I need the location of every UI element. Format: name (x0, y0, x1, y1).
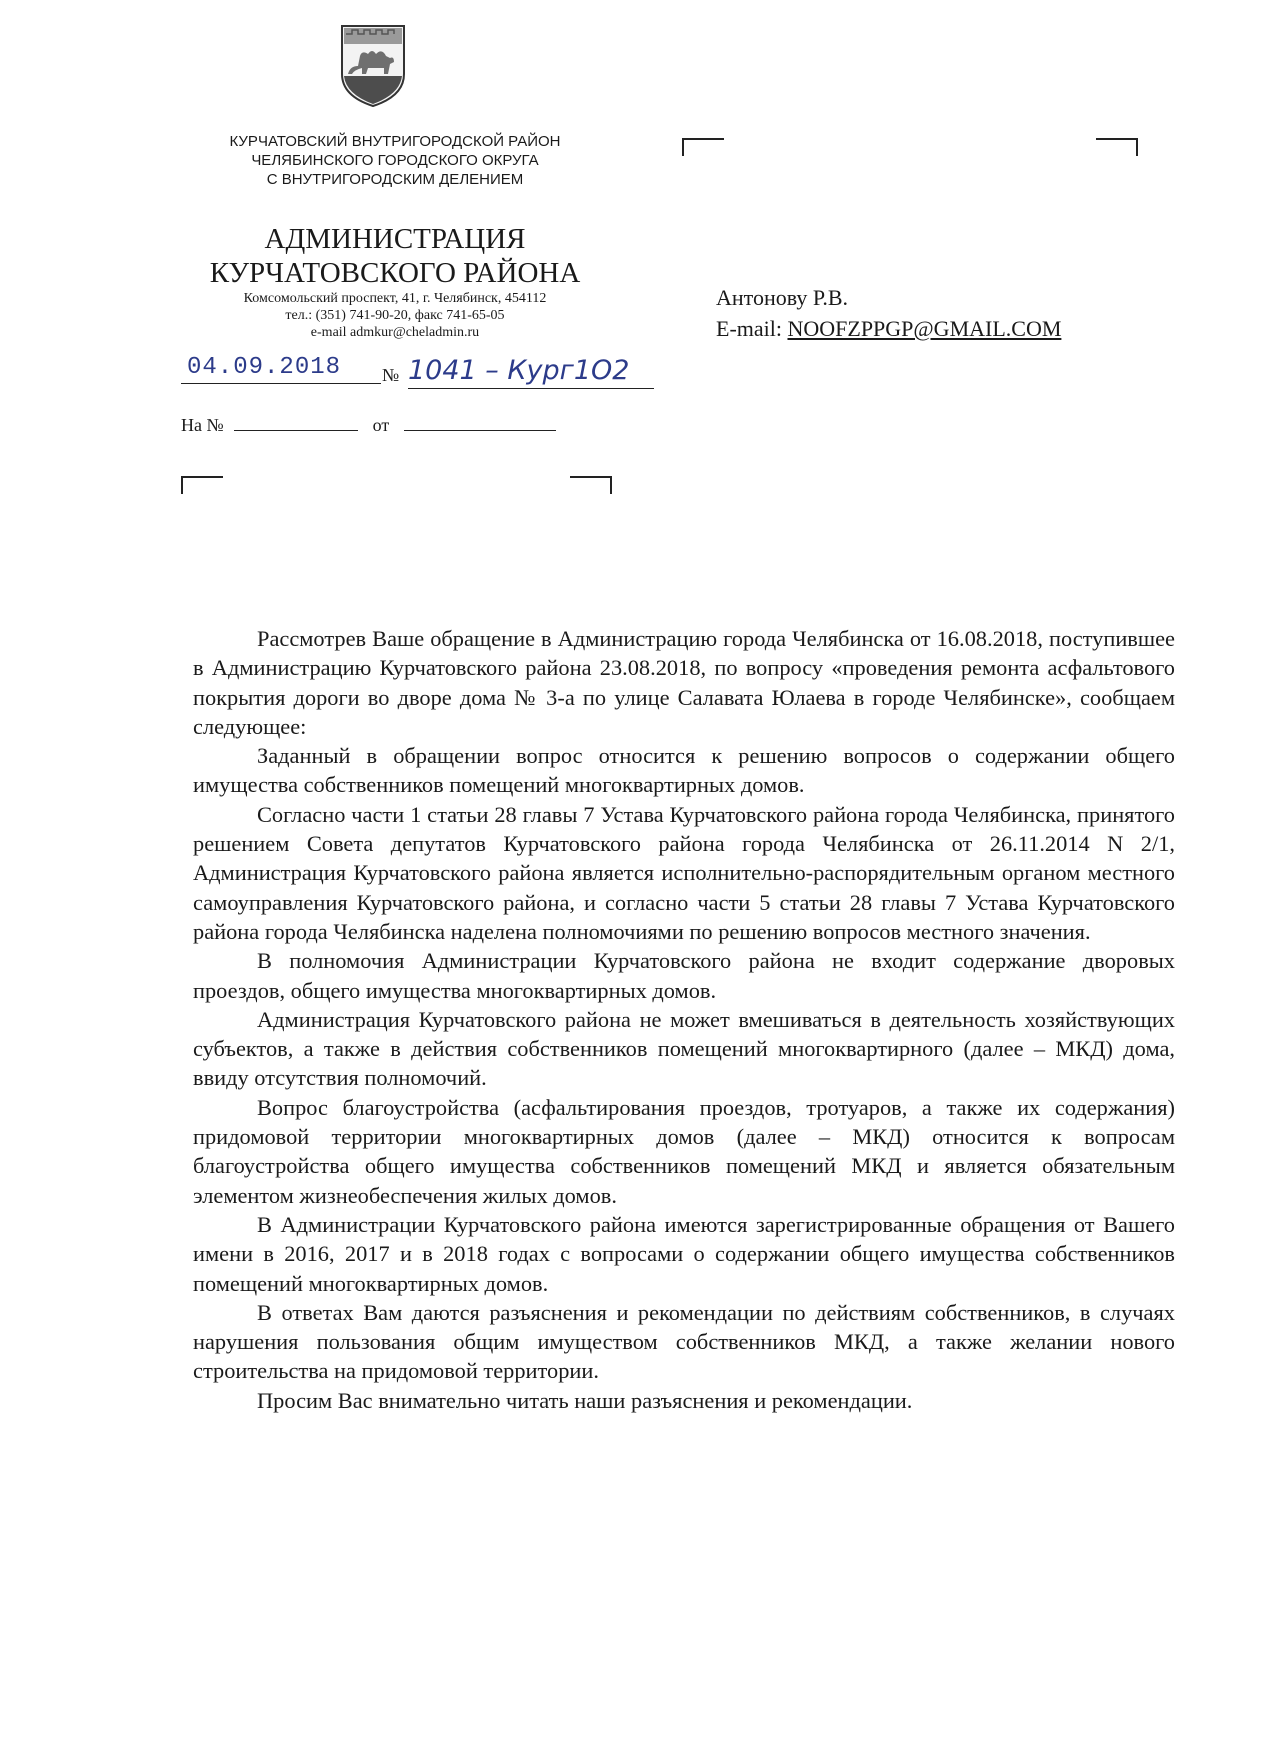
addressee-block (716, 282, 1061, 344)
admin-title-line-2: КУРЧАТОВСКОГО РАЙОНА (209, 257, 581, 289)
org-line-2: ЧЕЛЯБИНСКОГО ГОРОДСКОГО ОКРУГА (251, 152, 539, 169)
from-label: от (372, 415, 390, 435)
reply-reference-row (181, 414, 556, 436)
body-paragraph-4: В полномочия Администрации Курчатовского района не входит содержание дворовых проездов, общего имущества многоквартирных домов. (193, 948, 1175, 1003)
body-paragraph-3: Согласно части 1 статьи 28 главы 7 Устава Курчатовского района города Челябинска, принятого решением Совета депутатов Курчатовского района города Челябинска от 26.11.2014 N 2/1, Администрация Курчатовского района является исполнительно-распорядительным органом местного самоуправления Курчатовского района, и согласно части 5 статьи 28 главы 7 Устава Курчатовского района города Челябинска наделена полномочиями по решению вопросов местного значения. (193, 801, 1175, 944)
registration-date-stamp: 04.09.2018 (181, 353, 381, 384)
reply-number-blank (234, 414, 358, 431)
addressee-email-line (716, 313, 1061, 344)
addressee-email-label: E-mail: (716, 316, 782, 341)
body-paragraph-1: Рассмотрев Ваше обращение в Администрацию города Челябинска от 16.08.2018, поступившее в Администрацию Курчатовского района 23.08.2018, по вопросу «проведения ремонта асфальтового покрытия дороги во дворе дома № 3-а по улице Салавата Юлаева в городе Челябинске», сообщаем следующее: (193, 626, 1175, 739)
contact-info (160, 290, 630, 341)
address-corner-right (1096, 138, 1138, 156)
body-paragraph-8: В ответах Вам даются разъяснения и рекомендации по действиям собственников, в случаях нарушения пользования общим имуществом собственников МКД, а также желании нового строительства на придомовой территории. (193, 1299, 1175, 1384)
org-line-1: КУРЧАТОВСКИЙ ВНУТРИГОРОДСКОЙ РАЙОН (229, 133, 561, 150)
addressee-name: Антонову Р.В. (716, 285, 849, 310)
subject-corner-left (181, 476, 223, 494)
organization-header (160, 132, 630, 189)
org-line-3: С ВНУТРИГОРОДСКИМ ДЕЛЕНИЕМ (266, 171, 524, 188)
body-paragraph-6: Вопрос благоустройства (асфальтирования проездов, тротуаров, а также их содержания) придомовой территории многоквартирных домов (далее – МКД) относится к вопросам благоустройства общего имущества собственников помещений МКД и является обязательным элементом жизнеобеспечения жилых домов. (193, 1094, 1175, 1208)
postal-address: Комсомольский проспект, 41, г. Челябинск, 454112 (243, 291, 547, 306)
registration-number-label: № (382, 365, 400, 385)
admin-title-line-1: АДМИНИСТРАЦИЯ (264, 223, 526, 255)
body-paragraph-7: В Администрации Курчатовского района имеются зарегистрированные обращения от Вашего имени в 2016, 2017 и в 2018 годах с вопросами о содержании общего имущества собственников помещений многоквартирных домов. (193, 1211, 1175, 1296)
reply-to-label: На № (181, 415, 224, 435)
registration-number-handwritten: 1041 – Кург1О2 (408, 354, 654, 389)
contact-email: e-mail admkur@cheladmin.ru (310, 325, 480, 340)
address-corner-left (682, 138, 724, 156)
addressee-email[interactable]: NOOFZPPGP@GMAIL.COM (787, 316, 1062, 341)
coat-of-arms-icon (338, 22, 408, 108)
subject-corner-right (570, 476, 612, 494)
body-paragraph-9: Просим Вас внимательно читать наши разъяснения и рекомендации. (257, 1387, 913, 1413)
phone-fax: тел.: (351) 741-90-20, факс 741-65-05 (285, 308, 505, 323)
reply-date-blank (404, 414, 556, 431)
administration-title (160, 222, 630, 290)
body-paragraph-2: Заданный в обращении вопрос относится к решению вопросов о содержании общего имущества собственников помещений многоквартирных домов. (193, 743, 1175, 798)
letter-body (193, 624, 1175, 1415)
body-paragraph-5: Администрация Курчатовского района не может вмешиваться в деятельность хозяйствующих субъектов, а также в действия собственников помещений многоквартирного (далее – МКД) дома, ввиду отсутствия полномочий. (193, 1006, 1175, 1091)
